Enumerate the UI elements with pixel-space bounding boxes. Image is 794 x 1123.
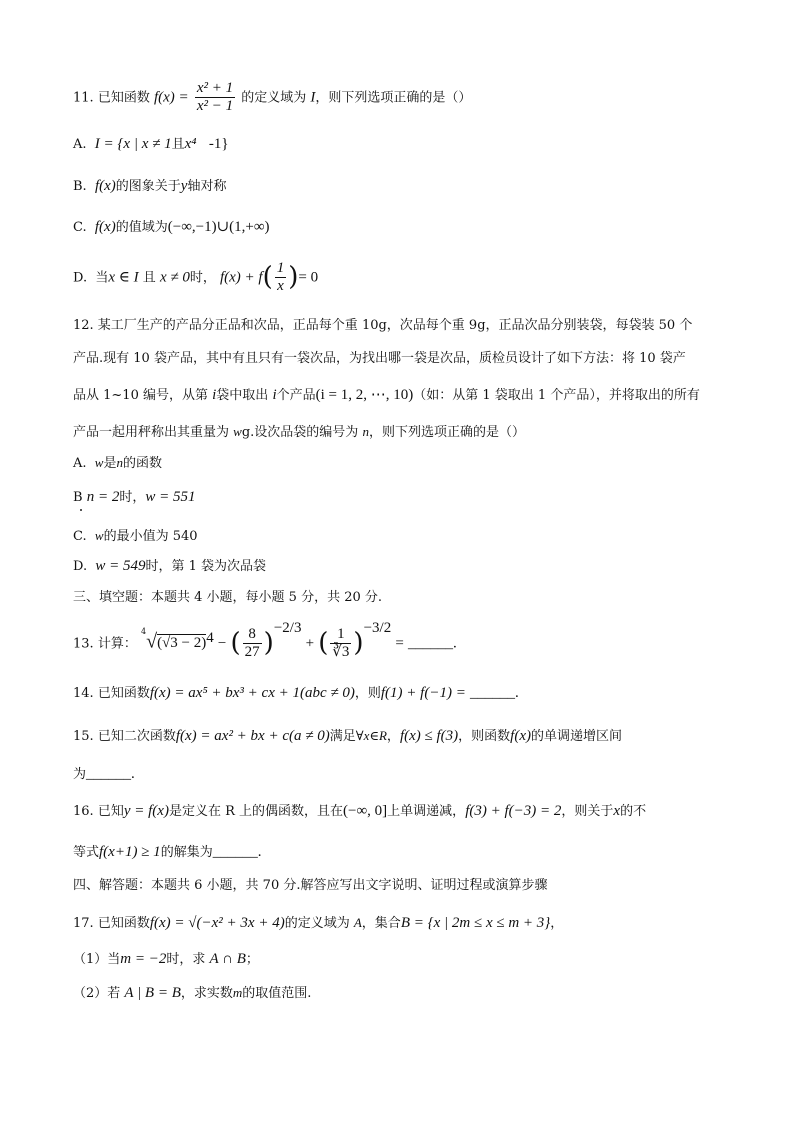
q12-line2: 产品.现有 10 袋产品，其中有且只有一袋次品，为找出哪一袋是次品，质检员设计了如下方法：将 10 袋产	[73, 351, 686, 366]
q15-answer-blank[interactable]: ______.	[86, 766, 135, 782]
q12-option-c: C. w的最小值为 540	[73, 528, 198, 544]
q11-fraction: $\frac{\text{x² + 1}}{\text{x² − 1}}$	[196, 80, 234, 115]
q17-part1: （1）当m = −2时，求 A ∩ B；	[73, 951, 259, 967]
q12-line4: 产品一起用秤称出其重量为 wg.设次品袋的编号为 n，则下列选项正确的是（）	[73, 424, 525, 440]
q16-line2: 等式f(x+1) ≥ 1的解集为______.	[73, 844, 262, 860]
q14-answer-blank[interactable]: ______.	[469, 685, 519, 701]
q11-option-c: C. f(x)的值域为(−∞,−1)∪(1,+∞)	[73, 219, 270, 235]
q16-line1: 16. 已知y = f(x)是定义在 R 上的偶函数，且在(−∞, 0]上单调递减，f(3) + f(−3) = 2，则关于x的不	[73, 803, 647, 819]
section-4-heading: 四、解答题：本题共 6 小题，共 70 分.解答应写出文字说明、证明过程或演算步骤	[73, 878, 548, 893]
q12-option-d: D. w = 549时，第 1 袋为次品袋	[73, 558, 267, 574]
q14: 14. 已知函数f(x) = ax⁵ + bx³ + cx + 1(abc ≠ 0)，则f(1) + f(−1) = ______.	[73, 685, 519, 701]
q13-frac2: $\frac{1}{∛3}$	[332, 626, 350, 661]
q15-line1: 15. 已知二次函数f(x) = ax² + bx + c(a ≠ 0)满足∀x∈R，f(x) ≤ f(3)，则函数f(x)的单调递增区间	[73, 728, 623, 744]
q16-answer-blank[interactable]: ______.	[212, 844, 262, 860]
q12-line3: 品从 1~10 编号，从第 i袋中取出 i个产品(i = 1, 2, ⋯, 10)（如：从第 1 袋取出 1 个产品），并将取出的所有	[73, 387, 700, 403]
q12-option-a: A. w是n的函数	[73, 455, 162, 471]
q12-option-b: B n = 2时，w = 551	[73, 489, 196, 505]
q11-option-b: B. f(x)的图象关于y轴对称	[73, 178, 227, 194]
q13-answer-blank[interactable]: ______.	[407, 635, 457, 652]
q13-frac1: $\frac{8}{27}$	[244, 626, 260, 661]
q12-line1: 12. 某工厂生产的产品分正品和次品，正品每个重 10g，次品每个重 9g，正品次品分别装袋，每袋装 50 个	[73, 318, 693, 333]
q17-part2: （2）若 A | B = B，求实数m的取值范围.	[73, 985, 312, 1001]
speck	[80, 509, 82, 511]
q11-option-d: D. 当x ∈ I 且 x ≠ 0时， f(x) + f( $\frac{1}{x}$ )= 0	[73, 260, 319, 295]
section-3-heading: 三、填空题：本题共 4 小题，每小题 5 分，共 20 分.	[73, 590, 383, 605]
q11-stem: 11. 已知函数 f(x) = $\frac{\text{x² + 1}}{\text{x² − 1}}$ 的定义域为 I，则下列选项正确的是（）	[73, 80, 472, 115]
q17-stem: 17. 已知函数f(x) = √(−x² + 3x + 4)的定义域为 A，集合B = {x | 2m ≤ x ≤ m + 3}，	[73, 915, 564, 931]
q11-d-fraction: $\frac{1}{x}$	[276, 260, 285, 295]
q13: 13. 计算： $^4√(√3 - 2)^4$ − ( $\frac{8}{27}$ )$^{-2/3}$ + ( $\frac{1}{∛3}$ )$^{-3/2}$ = ______.	[73, 619, 457, 661]
q11-option-a: A. I = {x | x ≠ 1且x⁴ -1}	[73, 136, 229, 152]
q15-line2: 为______.	[73, 766, 135, 782]
